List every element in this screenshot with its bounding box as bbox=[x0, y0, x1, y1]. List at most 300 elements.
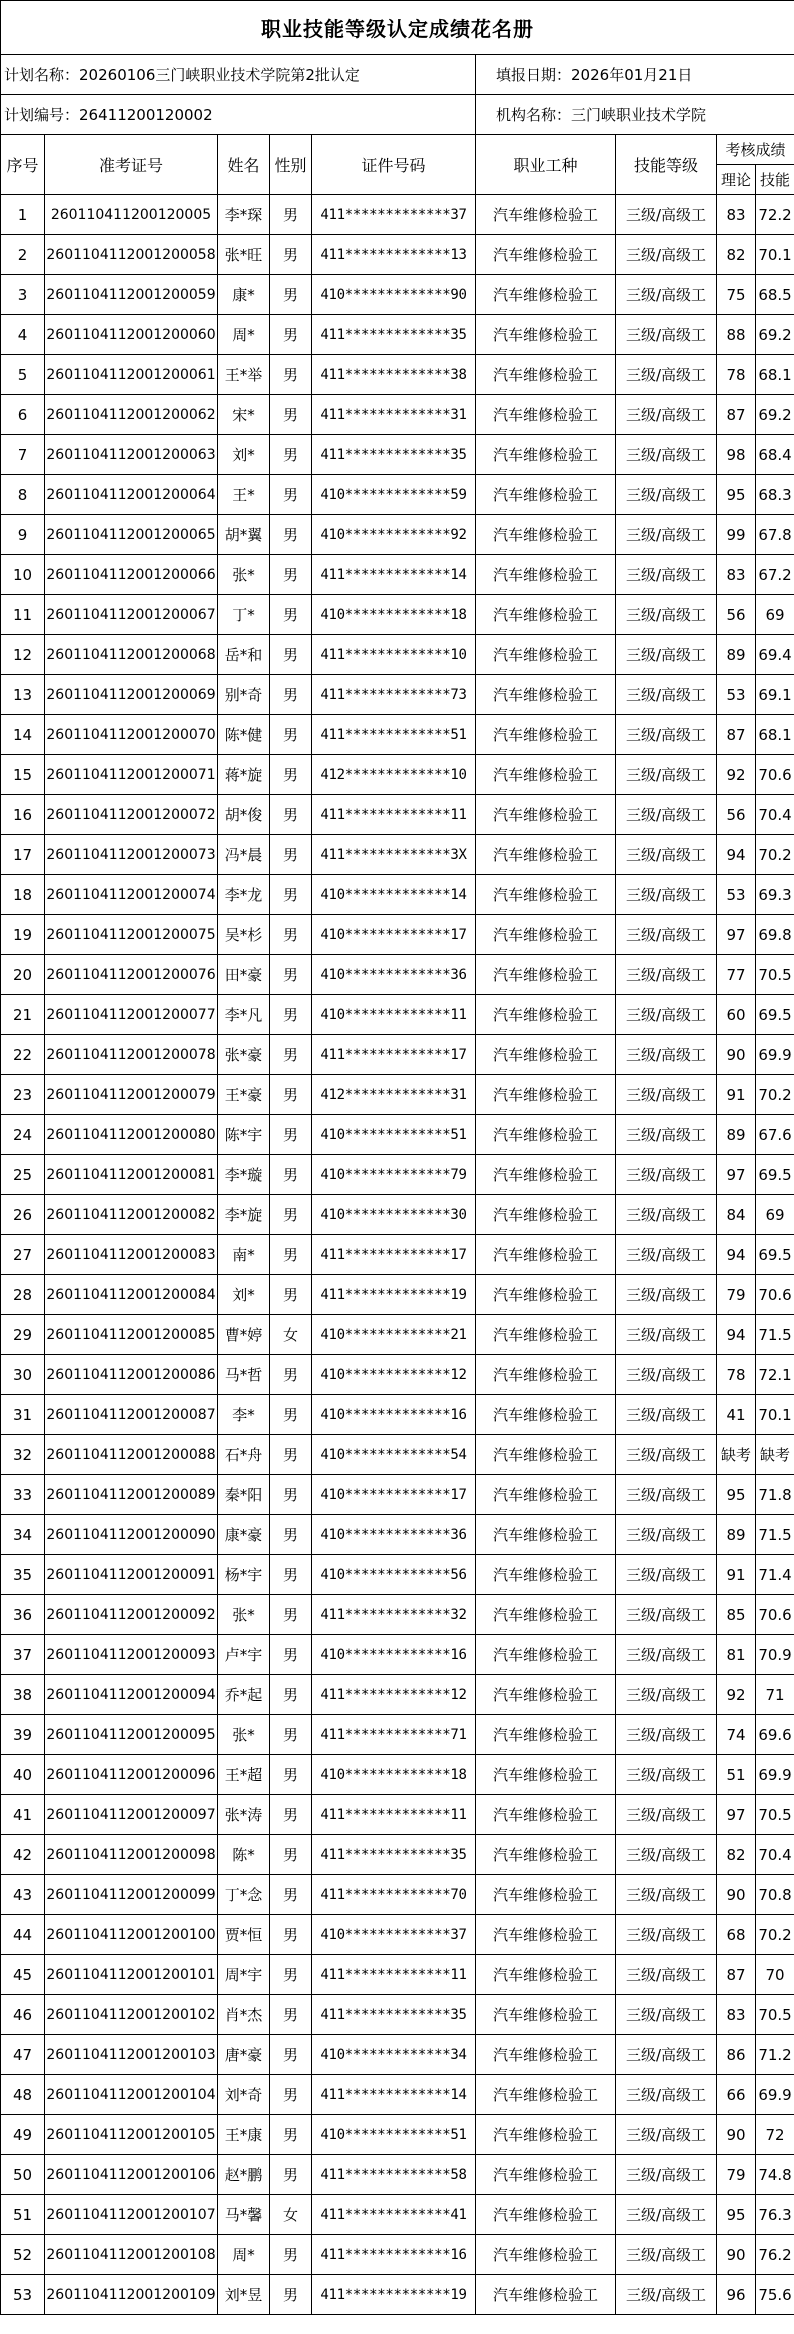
name-cell: 曹*婷 bbox=[218, 1315, 270, 1355]
header-assessment-score: 考核成绩 bbox=[717, 135, 794, 165]
occupation-cell: 汽车维修检验工 bbox=[476, 1555, 616, 1595]
skill-level-cell: 三级/高级工 bbox=[616, 1075, 717, 1115]
seq-cell: 6 bbox=[1, 395, 45, 435]
organization-value: 三门峡职业技术学院 bbox=[571, 106, 707, 124]
table-row bbox=[1, 1995, 794, 2035]
name-cell: 刘*昱 bbox=[218, 2275, 270, 2315]
skill-level-cell: 三级/高级工 bbox=[616, 755, 717, 795]
skill-score-cell: 69.5 bbox=[756, 1235, 794, 1275]
gender-cell: 男 bbox=[270, 2115, 312, 2155]
theory-score-cell: 91 bbox=[717, 1075, 756, 1115]
theory-score-cell: 87 bbox=[717, 715, 756, 755]
gender-cell: 男 bbox=[270, 795, 312, 835]
skill-level-cell: 三级/高级工 bbox=[616, 355, 717, 395]
skill-level-cell: 三级/高级工 bbox=[616, 395, 717, 435]
gender-cell: 男 bbox=[270, 1195, 312, 1235]
occupation-cell: 汽车维修检验工 bbox=[476, 835, 616, 875]
skill-level-cell: 三级/高级工 bbox=[616, 1515, 717, 1555]
seq-cell: 15 bbox=[1, 755, 45, 795]
id-number-cell: 411*************31 bbox=[312, 395, 476, 435]
skill-level-cell: 三级/高级工 bbox=[616, 915, 717, 955]
theory-score-cell: 91 bbox=[717, 1555, 756, 1595]
occupation-cell: 汽车维修检验工 bbox=[476, 675, 616, 715]
ticket-number-cell: 2601104112001200109 bbox=[45, 2275, 218, 2315]
gender-cell: 男 bbox=[270, 555, 312, 595]
occupation-cell: 汽车维修检验工 bbox=[476, 995, 616, 1035]
name-cell: 李*凡 bbox=[218, 995, 270, 1035]
name-cell: 乔*起 bbox=[218, 1675, 270, 1715]
seq-cell: 31 bbox=[1, 1395, 45, 1435]
gender-cell: 男 bbox=[270, 1715, 312, 1755]
ticket-number-cell: 2601104112001200079 bbox=[45, 1075, 218, 1115]
table-row bbox=[1, 2155, 794, 2195]
gender-cell: 男 bbox=[270, 1955, 312, 1995]
theory-score-cell: 94 bbox=[717, 1235, 756, 1275]
id-number-cell: 410*************11 bbox=[312, 995, 476, 1035]
table-row bbox=[1, 1195, 794, 1235]
gender-cell: 男 bbox=[270, 1115, 312, 1155]
table-row bbox=[1, 555, 794, 595]
skill-level-cell: 三级/高级工 bbox=[616, 1635, 717, 1675]
ticket-number-cell: 2601104112001200061 bbox=[45, 355, 218, 395]
gender-cell: 男 bbox=[270, 1475, 312, 1515]
table-row bbox=[1, 1715, 794, 1755]
ticket-number-cell: 2601104112001200078 bbox=[45, 1035, 218, 1075]
gender-cell: 男 bbox=[270, 1235, 312, 1275]
ticket-number-cell: 2601104112001200066 bbox=[45, 555, 218, 595]
gender-cell: 男 bbox=[270, 1995, 312, 2035]
ticket-number-cell: 2601104112001200058 bbox=[45, 235, 218, 275]
skill-level-cell: 三级/高级工 bbox=[616, 435, 717, 475]
skill-level-cell: 三级/高级工 bbox=[616, 1235, 717, 1275]
seq-cell: 5 bbox=[1, 355, 45, 395]
skill-score-cell: 76.2 bbox=[756, 2235, 794, 2275]
table-row bbox=[1, 1675, 794, 1715]
name-cell: 王*举 bbox=[218, 355, 270, 395]
gender-cell: 男 bbox=[270, 1035, 312, 1075]
name-cell: 李*璇 bbox=[218, 1155, 270, 1195]
id-number-cell: 410*************36 bbox=[312, 955, 476, 995]
skill-score-cell: 75.6 bbox=[756, 2275, 794, 2315]
seq-cell: 29 bbox=[1, 1315, 45, 1355]
seq-cell: 32 bbox=[1, 1435, 45, 1475]
seq-cell: 25 bbox=[1, 1155, 45, 1195]
table-row bbox=[1, 1755, 794, 1795]
ticket-number-cell: 2601104112001200106 bbox=[45, 2155, 218, 2195]
table-row bbox=[1, 315, 794, 355]
ticket-number-cell: 2601104112001200107 bbox=[45, 2195, 218, 2235]
table-row bbox=[1, 1035, 794, 1075]
table-row bbox=[1, 1915, 794, 1955]
skill-score-cell: 缺考 bbox=[756, 1435, 794, 1475]
theory-score-cell: 56 bbox=[717, 795, 756, 835]
skill-score-cell: 70.4 bbox=[756, 795, 794, 835]
ticket-number-cell: 2601104112001200074 bbox=[45, 875, 218, 915]
theory-score-cell: 92 bbox=[717, 1675, 756, 1715]
gender-cell: 男 bbox=[270, 1595, 312, 1635]
occupation-cell: 汽车维修检验工 bbox=[476, 435, 616, 475]
ticket-number-cell: 2601104112001200097 bbox=[45, 1795, 218, 1835]
gender-cell: 男 bbox=[270, 1515, 312, 1555]
name-cell: 陈*宇 bbox=[218, 1115, 270, 1155]
occupation-cell: 汽车维修检验工 bbox=[476, 1435, 616, 1475]
table-row bbox=[1, 1395, 794, 1435]
skill-level-cell: 三级/高级工 bbox=[616, 235, 717, 275]
seq-cell: 13 bbox=[1, 675, 45, 715]
name-cell: 张*旺 bbox=[218, 235, 270, 275]
name-cell: 马*馨 bbox=[218, 2195, 270, 2235]
seq-cell: 1 bbox=[1, 195, 45, 235]
name-cell: 张* bbox=[218, 555, 270, 595]
occupation-cell: 汽车维修检验工 bbox=[476, 1195, 616, 1235]
theory-score-cell: 85 bbox=[717, 1595, 756, 1635]
seq-cell: 4 bbox=[1, 315, 45, 355]
skill-level-cell: 三级/高级工 bbox=[616, 635, 717, 675]
plan-number-cell bbox=[1, 95, 476, 135]
occupation-cell: 汽车维修检验工 bbox=[476, 875, 616, 915]
ticket-number-cell: 2601104112001200099 bbox=[45, 1875, 218, 1915]
theory-score-cell: 83 bbox=[717, 195, 756, 235]
gender-cell: 男 bbox=[270, 595, 312, 635]
skill-level-cell: 三级/高级工 bbox=[616, 1395, 717, 1435]
skill-level-cell: 三级/高级工 bbox=[616, 835, 717, 875]
occupation-cell: 汽车维修检验工 bbox=[476, 795, 616, 835]
id-number-cell: 410*************54 bbox=[312, 1435, 476, 1475]
table-row bbox=[1, 1955, 794, 1995]
name-cell: 蒋*旋 bbox=[218, 755, 270, 795]
skill-score-cell: 71.8 bbox=[756, 1475, 794, 1515]
occupation-cell: 汽车维修检验工 bbox=[476, 2075, 616, 2115]
id-number-cell: 410*************36 bbox=[312, 1515, 476, 1555]
theory-score-cell: 78 bbox=[717, 355, 756, 395]
theory-score-cell: 99 bbox=[717, 515, 756, 555]
organization-cell bbox=[476, 95, 794, 135]
skill-level-cell: 三级/高级工 bbox=[616, 2115, 717, 2155]
seq-cell: 41 bbox=[1, 1795, 45, 1835]
skill-score-cell: 67.2 bbox=[756, 555, 794, 595]
report-date-label: 填报日期： bbox=[496, 66, 572, 84]
ticket-number-cell: 2601104112001200095 bbox=[45, 1715, 218, 1755]
plan-number-value: 26411200120002 bbox=[79, 106, 213, 124]
ticket-number-cell: 2601104112001200080 bbox=[45, 1115, 218, 1155]
gender-cell: 女 bbox=[270, 2195, 312, 2235]
theory-score-cell: 98 bbox=[717, 435, 756, 475]
ticket-number-cell: 2601104112001200100 bbox=[45, 1915, 218, 1955]
table-row bbox=[1, 515, 794, 555]
occupation-cell: 汽车维修检验工 bbox=[476, 715, 616, 755]
gender-cell: 男 bbox=[270, 1075, 312, 1115]
header-gender: 性别 bbox=[270, 135, 312, 195]
ticket-number-cell: 2601104112001200077 bbox=[45, 995, 218, 1035]
name-cell: 陈*健 bbox=[218, 715, 270, 755]
table-row bbox=[1, 1835, 794, 1875]
name-cell: 别*奇 bbox=[218, 675, 270, 715]
gender-cell: 男 bbox=[270, 475, 312, 515]
theory-score-cell: 82 bbox=[717, 1835, 756, 1875]
skill-score-cell: 70.6 bbox=[756, 755, 794, 795]
id-number-cell: 411*************11 bbox=[312, 795, 476, 835]
ticket-number-cell: 2601104112001200101 bbox=[45, 1955, 218, 1995]
gender-cell: 男 bbox=[270, 355, 312, 395]
skill-score-cell: 70.1 bbox=[756, 1395, 794, 1435]
name-cell: 王* bbox=[218, 475, 270, 515]
theory-score-cell: 94 bbox=[717, 835, 756, 875]
theory-score-cell: 89 bbox=[717, 635, 756, 675]
id-number-cell: 410*************56 bbox=[312, 1555, 476, 1595]
name-cell: 张*涛 bbox=[218, 1795, 270, 1835]
ticket-number-cell: 2601104112001200098 bbox=[45, 1835, 218, 1875]
skill-score-cell: 71.5 bbox=[756, 1315, 794, 1355]
theory-score-cell: 74 bbox=[717, 1715, 756, 1755]
skill-level-cell: 三级/高级工 bbox=[616, 555, 717, 595]
theory-score-cell: 53 bbox=[717, 675, 756, 715]
ticket-number-cell: 2601104112001200073 bbox=[45, 835, 218, 875]
name-cell: 陈* bbox=[218, 1835, 270, 1875]
ticket-number-cell: 2601104112001200087 bbox=[45, 1395, 218, 1435]
report-date-cell bbox=[476, 55, 794, 95]
occupation-cell: 汽车维修检验工 bbox=[476, 1075, 616, 1115]
theory-score-cell: 81 bbox=[717, 1635, 756, 1675]
seq-cell: 46 bbox=[1, 1995, 45, 2035]
ticket-number-cell: 2601104112001200062 bbox=[45, 395, 218, 435]
table-row bbox=[1, 635, 794, 675]
id-number-cell: 410*************14 bbox=[312, 875, 476, 915]
header-skill: 技能 bbox=[756, 165, 794, 195]
name-cell: 石*舟 bbox=[218, 1435, 270, 1475]
ticket-number-cell: 260110411200120005 bbox=[45, 195, 218, 235]
ticket-number-cell: 2601104112001200082 bbox=[45, 1195, 218, 1235]
ticket-number-cell: 2601104112001200064 bbox=[45, 475, 218, 515]
name-cell: 赵*鹏 bbox=[218, 2155, 270, 2195]
occupation-cell: 汽车维修检验工 bbox=[476, 315, 616, 355]
report-date-value: 2026年01月21日 bbox=[571, 66, 693, 84]
id-number-cell: 411*************19 bbox=[312, 1275, 476, 1315]
skill-score-cell: 70.2 bbox=[756, 835, 794, 875]
id-number-cell: 410*************21 bbox=[312, 1315, 476, 1355]
gender-cell: 男 bbox=[270, 2155, 312, 2195]
theory-score-cell: 75 bbox=[717, 275, 756, 315]
header-seq: 序号 bbox=[1, 135, 45, 195]
seq-cell: 49 bbox=[1, 2115, 45, 2155]
id-number-cell: 411*************10 bbox=[312, 635, 476, 675]
occupation-cell: 汽车维修检验工 bbox=[476, 1115, 616, 1155]
seq-cell: 20 bbox=[1, 955, 45, 995]
occupation-cell: 汽车维修检验工 bbox=[476, 395, 616, 435]
header-skill-level: 技能等级 bbox=[616, 135, 717, 195]
skill-score-cell: 71.2 bbox=[756, 2035, 794, 2075]
occupation-cell: 汽车维修检验工 bbox=[476, 1315, 616, 1355]
theory-score-cell: 77 bbox=[717, 955, 756, 995]
skill-score-cell: 69 bbox=[756, 1195, 794, 1235]
page-title: 职业技能等级认定成绩花名册 bbox=[1, 1, 794, 55]
skill-score-cell: 70.6 bbox=[756, 1275, 794, 1315]
ticket-number-cell: 2601104112001200085 bbox=[45, 1315, 218, 1355]
gender-cell: 男 bbox=[270, 195, 312, 235]
table-row bbox=[1, 1235, 794, 1275]
occupation-cell: 汽车维修检验工 bbox=[476, 1635, 616, 1675]
ticket-number-cell: 2601104112001200072 bbox=[45, 795, 218, 835]
ticket-number-cell: 2601104112001200084 bbox=[45, 1275, 218, 1315]
theory-score-cell: 79 bbox=[717, 2155, 756, 2195]
gender-cell: 男 bbox=[270, 1355, 312, 1395]
theory-score-cell: 90 bbox=[717, 1035, 756, 1075]
id-number-cell: 411*************58 bbox=[312, 2155, 476, 2195]
name-cell: 卢*宇 bbox=[218, 1635, 270, 1675]
skill-level-cell: 三级/高级工 bbox=[616, 2075, 717, 2115]
id-number-cell: 410*************16 bbox=[312, 1635, 476, 1675]
gender-cell: 男 bbox=[270, 2235, 312, 2275]
table-row bbox=[1, 1355, 794, 1395]
gender-cell: 男 bbox=[270, 715, 312, 755]
theory-score-cell: 92 bbox=[717, 755, 756, 795]
occupation-cell: 汽车维修检验工 bbox=[476, 1595, 616, 1635]
seq-cell: 36 bbox=[1, 1595, 45, 1635]
id-number-cell: 411*************17 bbox=[312, 1035, 476, 1075]
theory-score-cell: 68 bbox=[717, 1915, 756, 1955]
ticket-number-cell: 2601104112001200104 bbox=[45, 2075, 218, 2115]
occupation-cell: 汽车维修检验工 bbox=[476, 1675, 616, 1715]
id-number-cell: 412*************10 bbox=[312, 755, 476, 795]
theory-score-cell: 89 bbox=[717, 1115, 756, 1155]
name-cell: 南* bbox=[218, 1235, 270, 1275]
occupation-cell: 汽车维修检验工 bbox=[476, 2195, 616, 2235]
seq-cell: 50 bbox=[1, 2155, 45, 2195]
name-cell: 刘* bbox=[218, 435, 270, 475]
skill-score-cell: 71.4 bbox=[756, 1555, 794, 1595]
name-cell: 康* bbox=[218, 275, 270, 315]
skill-level-cell: 三级/高级工 bbox=[616, 675, 717, 715]
ticket-number-cell: 2601104112001200091 bbox=[45, 1555, 218, 1595]
gender-cell: 男 bbox=[270, 515, 312, 555]
name-cell: 杨*宇 bbox=[218, 1555, 270, 1595]
table-row bbox=[1, 955, 794, 995]
ticket-number-cell: 2601104112001200103 bbox=[45, 2035, 218, 2075]
theory-score-cell: 83 bbox=[717, 555, 756, 595]
theory-score-cell: 90 bbox=[717, 1875, 756, 1915]
id-number-cell: 411*************19 bbox=[312, 2275, 476, 2315]
ticket-number-cell: 2601104112001200069 bbox=[45, 675, 218, 715]
seq-cell: 34 bbox=[1, 1515, 45, 1555]
id-number-cell: 411*************3X bbox=[312, 835, 476, 875]
skill-level-cell: 三级/高级工 bbox=[616, 2035, 717, 2075]
theory-score-cell: 96 bbox=[717, 2275, 756, 2315]
skill-score-cell: 68.1 bbox=[756, 715, 794, 755]
id-number-cell: 411*************70 bbox=[312, 1875, 476, 1915]
gender-cell: 男 bbox=[270, 1835, 312, 1875]
id-number-cell: 410*************17 bbox=[312, 1475, 476, 1515]
id-number-cell: 410*************34 bbox=[312, 2035, 476, 2075]
skill-level-cell: 三级/高级工 bbox=[616, 1555, 717, 1595]
ticket-number-cell: 2601104112001200067 bbox=[45, 595, 218, 635]
id-number-cell: 410*************51 bbox=[312, 1115, 476, 1155]
skill-score-cell: 70.5 bbox=[756, 955, 794, 995]
table-row bbox=[1, 1475, 794, 1515]
skill-level-cell: 三级/高级工 bbox=[616, 515, 717, 555]
table-row bbox=[1, 1635, 794, 1675]
skill-score-cell: 68.4 bbox=[756, 435, 794, 475]
skill-score-cell: 70.1 bbox=[756, 235, 794, 275]
occupation-cell: 汽车维修检验工 bbox=[476, 2115, 616, 2155]
header-id-number: 证件号码 bbox=[312, 135, 476, 195]
occupation-cell: 汽车维修检验工 bbox=[476, 1235, 616, 1275]
id-number-cell: 410*************17 bbox=[312, 915, 476, 955]
ticket-number-cell: 2601104112001200065 bbox=[45, 515, 218, 555]
occupation-cell: 汽车维修检验工 bbox=[476, 1995, 616, 2035]
ticket-number-cell: 2601104112001200105 bbox=[45, 2115, 218, 2155]
theory-score-cell: 95 bbox=[717, 2195, 756, 2235]
occupation-cell: 汽车维修检验工 bbox=[476, 1875, 616, 1915]
id-number-cell: 411*************71 bbox=[312, 1715, 476, 1755]
theory-score-cell: 88 bbox=[717, 315, 756, 355]
ticket-number-cell: 2601104112001200092 bbox=[45, 1595, 218, 1635]
skill-level-cell: 三级/高级工 bbox=[616, 595, 717, 635]
occupation-cell: 汽车维修检验工 bbox=[476, 1915, 616, 1955]
seq-cell: 27 bbox=[1, 1235, 45, 1275]
skill-level-cell: 三级/高级工 bbox=[616, 795, 717, 835]
skill-score-cell: 68.3 bbox=[756, 475, 794, 515]
skill-score-cell: 71 bbox=[756, 1675, 794, 1715]
occupation-cell: 汽车维修检验工 bbox=[476, 235, 616, 275]
seq-cell: 53 bbox=[1, 2275, 45, 2315]
id-number-cell: 411*************14 bbox=[312, 2075, 476, 2115]
name-cell: 张* bbox=[218, 1595, 270, 1635]
table-row bbox=[1, 1515, 794, 1555]
skill-score-cell: 72 bbox=[756, 2115, 794, 2155]
seq-cell: 23 bbox=[1, 1075, 45, 1115]
seq-cell: 11 bbox=[1, 595, 45, 635]
seq-cell: 21 bbox=[1, 995, 45, 1035]
theory-score-cell: 97 bbox=[717, 1155, 756, 1195]
name-cell: 胡*俊 bbox=[218, 795, 270, 835]
gender-cell: 男 bbox=[270, 1155, 312, 1195]
ticket-number-cell: 2601104112001200070 bbox=[45, 715, 218, 755]
id-number-cell: 410*************51 bbox=[312, 2115, 476, 2155]
id-number-cell: 410*************30 bbox=[312, 1195, 476, 1235]
id-number-cell: 410*************12 bbox=[312, 1355, 476, 1395]
skill-score-cell: 70.9 bbox=[756, 1635, 794, 1675]
seq-cell: 2 bbox=[1, 235, 45, 275]
table-row bbox=[1, 795, 794, 835]
theory-score-cell: 79 bbox=[717, 1275, 756, 1315]
skill-level-cell: 三级/高级工 bbox=[616, 1715, 717, 1755]
skill-level-cell: 三级/高级工 bbox=[616, 1995, 717, 2035]
id-number-cell: 410*************92 bbox=[312, 515, 476, 555]
id-number-cell: 410*************90 bbox=[312, 275, 476, 315]
ticket-number-cell: 2601104112001200102 bbox=[45, 1995, 218, 2035]
occupation-cell: 汽车维修检验工 bbox=[476, 635, 616, 675]
organization-label: 机构名称： bbox=[496, 106, 572, 124]
seq-cell: 52 bbox=[1, 2235, 45, 2275]
skill-level-cell: 三级/高级工 bbox=[616, 955, 717, 995]
occupation-cell: 汽车维修检验工 bbox=[476, 1355, 616, 1395]
occupation-cell: 汽车维修检验工 bbox=[476, 1955, 616, 1995]
table-row bbox=[1, 1795, 794, 1835]
skill-score-cell: 69.1 bbox=[756, 675, 794, 715]
ticket-number-cell: 2601104112001200059 bbox=[45, 275, 218, 315]
table-row bbox=[1, 395, 794, 435]
seq-cell: 30 bbox=[1, 1355, 45, 1395]
occupation-cell: 汽车维修检验工 bbox=[476, 195, 616, 235]
occupation-cell: 汽车维修检验工 bbox=[476, 1835, 616, 1875]
skill-score-cell: 69.9 bbox=[756, 1035, 794, 1075]
id-number-cell: 411*************16 bbox=[312, 2235, 476, 2275]
gender-cell: 男 bbox=[270, 915, 312, 955]
theory-score-cell: 83 bbox=[717, 1995, 756, 2035]
gender-cell: 男 bbox=[270, 1915, 312, 1955]
seq-cell: 8 bbox=[1, 475, 45, 515]
skill-score-cell: 69.5 bbox=[756, 995, 794, 1035]
skill-score-cell: 70.5 bbox=[756, 1795, 794, 1835]
